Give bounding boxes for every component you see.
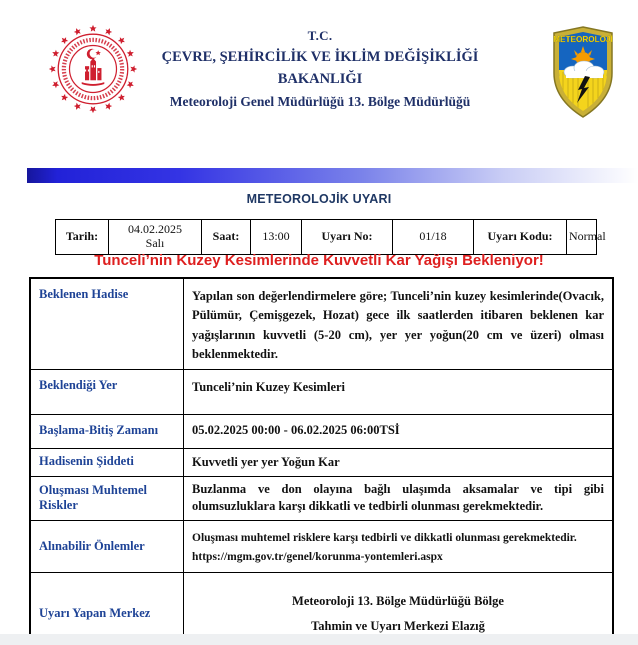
expected-location-value: Tunceli’nin Kuzey Kesimleri [184,369,614,414]
republic-abbrev: T.C. [307,28,333,43]
header-title-block [120,28,520,110]
table-row-possible-risks [30,476,613,520]
ministry-name-line1: ÇEVRE, ŞEHİRCİLİK VE İKLİM DEĞİŞİKLİĞİ [161,49,479,65]
warning-code-value: Normal [567,220,597,255]
seal-buildings [82,58,105,86]
warning-no-value: 01/18 [393,220,474,255]
start-end-time-value: 05.02.2025 00:00 - 06.02.2025 06:00TSİ [184,414,614,448]
expected-event-value: Yapılan son değerlendirmelere göre; Tunceli’nin kuzey kesimlerinde(Ovacık, Pülümür, Çemişgezek, Hozat) gece ilk saatlerden itibaren beklenen kar yağışlarının kuvvetli (5-20 cm), yer yer yoğun(20 cm ve üzeri) olması beklenmektedir. [184,278,614,369]
possible-risks-value: Buzlanma ve don olayına bağlı ulaşımda aksamalar ve tipi gibi olumsuzluklara karşı dikkatli ve tedbirli olunması gerekmektedir. [184,476,614,520]
table-row-expected-location [30,369,613,414]
start-end-time-label: Başlama-Bitiş Zamanı [30,414,184,448]
possible-risks-label: Oluşması Muhtemel Riskler [30,476,184,520]
issuing-center-value: Meteoroloji 13. Bölge Müdürlüğü Bölge Tahmin ve Uyarı Merkezi Elazığ [184,572,614,645]
section-title: METEOROLOJİK UYARI [246,192,392,206]
table-row-event-severity [30,448,613,476]
page-bottom-strip [0,634,638,645]
precautions-link[interactable]: https://mgm.gov.tr/genel/korunma-yontemleri.aspx [192,551,443,564]
table-row-expected-event [30,278,613,369]
warning-headline: Tunceli’nin Kuzey Kesimlerinde Kuvvetli Kar Yağışı Bekleniyor! [94,252,544,269]
time-label: Saat: [202,220,251,255]
precautions-value: Oluşması muhtemel risklere karşı tedbirli ve dikkatli olunması gerekmektedir. https://mgm.gov.tr/genel/korunma-yontemleri.aspx [184,520,614,572]
shield-logo-text: METEOROLOJİ [553,35,613,44]
table-row-precautions [30,520,613,572]
warning-no-label: Uyarı No: [302,220,393,255]
date-value: 04.02.2025 Salı [109,220,202,255]
ministry-name-line2: BAKANLIĞI [277,71,363,87]
seal-crescent-star [87,49,101,60]
expected-location-label: Beklendiği Yer [30,369,184,414]
warning-details-table [29,277,614,645]
expected-event-label: Beklenen Hadise [30,278,184,369]
table-row-start-end-time [30,414,613,448]
time-value: 13:00 [251,220,302,255]
meteorology-shield-logo [551,26,615,118]
issuing-center-label: Uyarı Yapan Merkez [30,572,184,645]
precautions-label: Alınabilir Önlemler [30,520,184,572]
date-label: Tarih: [56,220,109,255]
warning-code-label: Uyarı Kodu: [474,220,567,255]
event-severity-value: Kuvvetli yer yer Yoğun Kar [184,448,614,476]
directorate-name: Meteoroloji Genel Müdürlüğü 13. Bölge Müdürlüğü [169,94,471,109]
gradient-divider-bar [27,168,638,183]
warning-meta-table [55,219,606,255]
event-severity-label: Hadisenin Şiddeti [30,448,184,476]
